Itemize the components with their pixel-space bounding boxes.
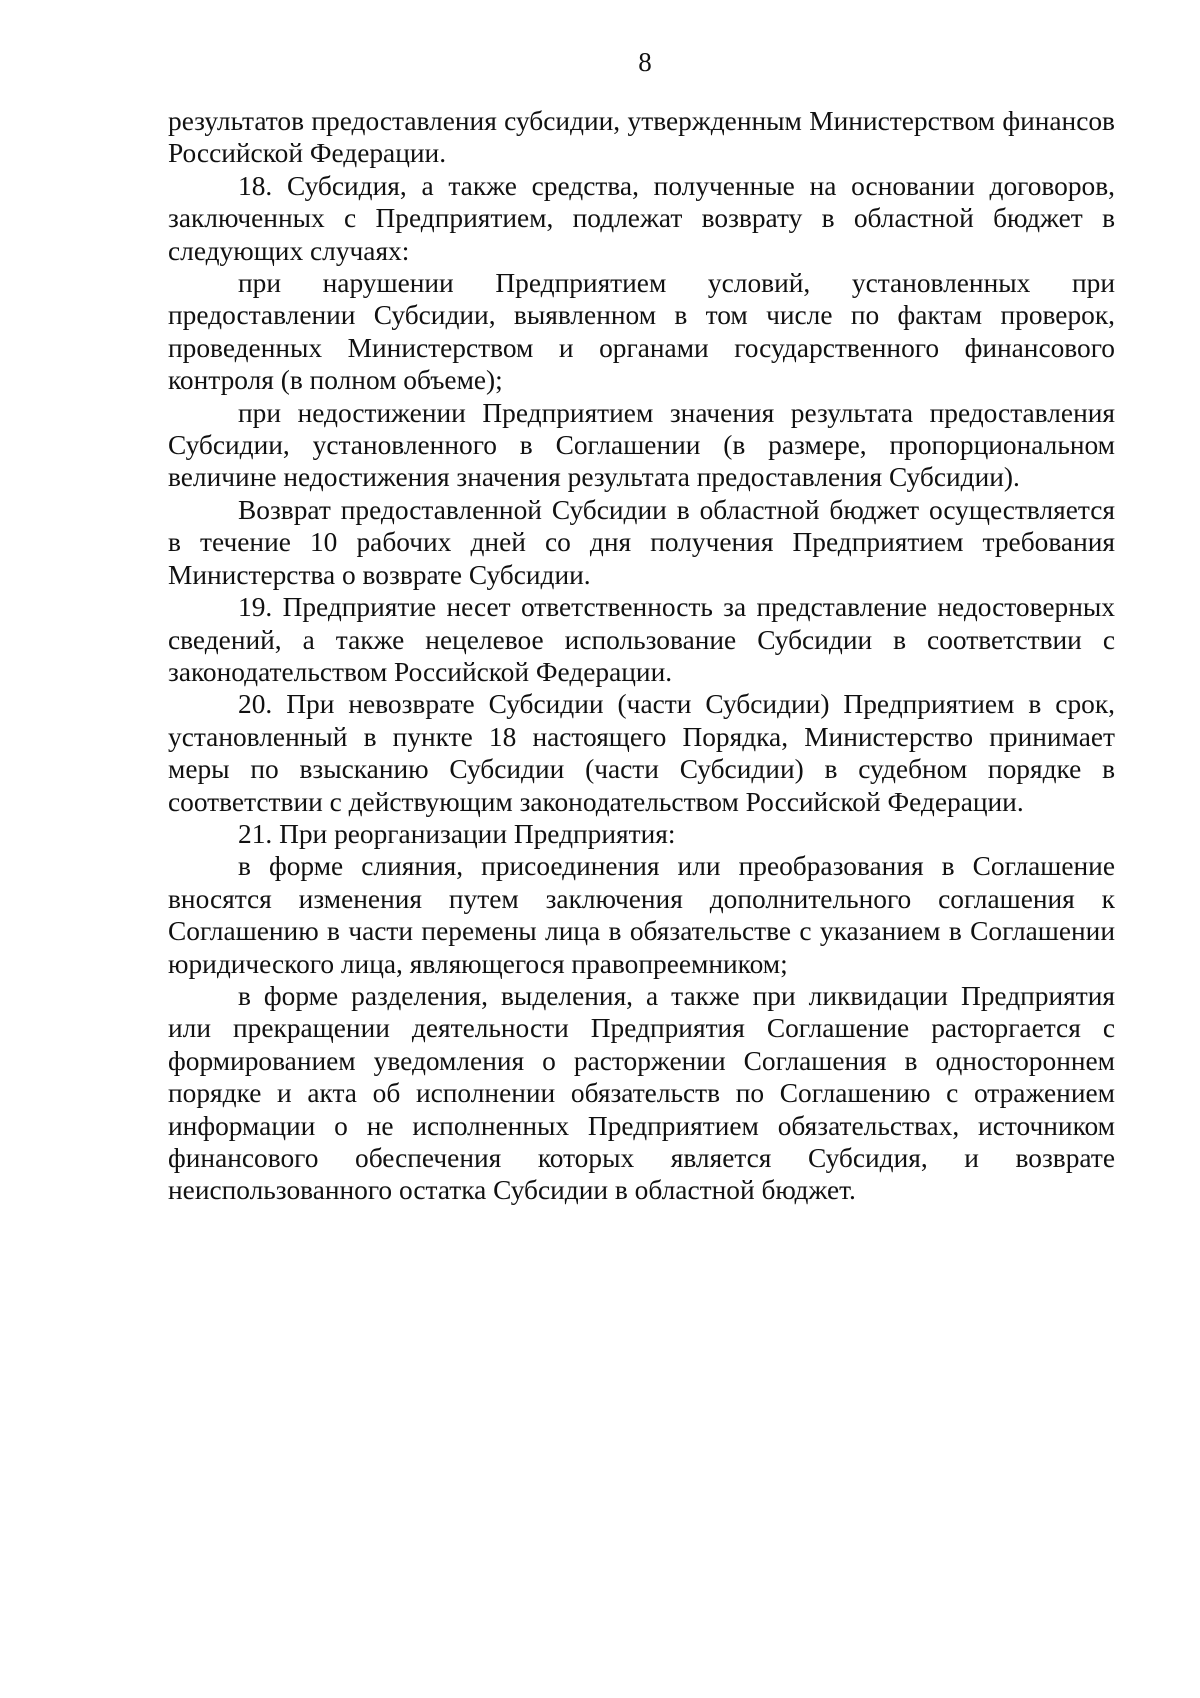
paragraph-21-division: в форме разделения, выделения, а также при ликвидации Предприятия или прекращении деятельности Предприятия Соглашение расторгается с формированием уведомления о расторжении Соглашения в одностороннем порядке и акта об исполнении обязательств по Соглашению с отражением информации о не исполненных Предприятием обязательствах, источником финансового обеспечения которых является Субсидия, и возврате неиспользованного остатка Субсидии в областной бюджет.: [168, 980, 1115, 1206]
paragraph-20: 20. При невозврате Субсидии (части Субсидии) Предприятием в срок, установленный в пункте 18 настоящего Порядка, Министерство принимает меры по взысканию Субсидии (части Субсидии) в судебном порядке в соответствии с действующим законодательством Российской Федерации.: [168, 689, 1115, 817]
paragraph-21: 21. При реорганизации Предприятия:: [238, 818, 676, 849]
paragraph-continuation: результатов предоставления субсидии, утвержденным Министерством финансов Российской Федерации.: [168, 106, 1115, 169]
paragraph-18: 18. Субсидия, а также средства, полученные на основании договоров, заключенных с Предприятием, подлежат возврату в областной бюджет в следующих случаях:: [168, 170, 1115, 266]
page-number: 8: [638, 47, 652, 77]
paragraph-18-refund-term: Возврат предоставленной Субсидии в областной бюджет осуществляется в течение 10 рабочих дней со дня получения Предприятием требования Министерства о возврате Субсидии.: [168, 494, 1115, 590]
paragraph-21-merger: в форме слияния, присоединения или преобразования в Соглашение вносятся изменения путем заключения дополнительного соглашения к Соглашению в части перемены лица в обязательстве с указанием в Соглашении юридического лица, являющегося правопреемником;: [168, 851, 1115, 979]
paragraph-18-case-violation: при нарушении Предприятием условий, установленных при предоставлении Субсидии, выявленном в том числе по фактам проверок, проведенных Министерством и органами государственного финансового контроля (в полном объеме);: [168, 268, 1115, 396]
document-body: [168, 105, 1115, 1207]
paragraph-18-case-nonachievement: при недостижении Предприятием значения результата предоставления Субсидии, установленного в Соглашении (в размере, пропорциональном величине недостижения значения результата предоставления Субсидии).: [168, 397, 1115, 493]
paragraph-19: 19. Предприятие несет ответственность за представление недостоверных сведений, а также нецелевое использование Субсидии в соответствии с законодательством Российской Федерации.: [168, 592, 1115, 687]
